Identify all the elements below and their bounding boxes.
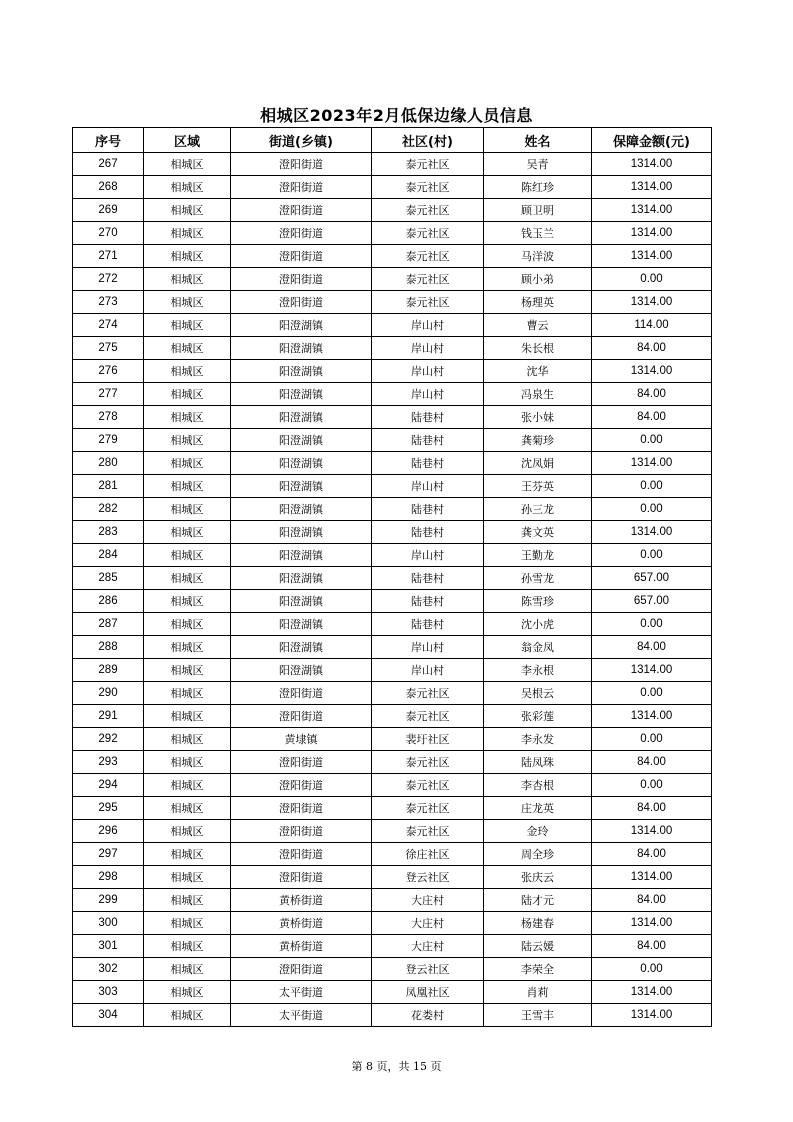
district-cell: 相城区 bbox=[144, 912, 231, 935]
table-row bbox=[73, 843, 712, 866]
serial-cell: 281 bbox=[73, 475, 144, 498]
amount-cell: 1314.00 bbox=[592, 705, 712, 728]
community-cell: 岸山村 bbox=[372, 337, 484, 360]
name-cell: 龚文英 bbox=[484, 521, 592, 544]
community-cell: 泰元社区 bbox=[372, 751, 484, 774]
amount-cell: 0.00 bbox=[592, 429, 712, 452]
community-cell: 陆巷村 bbox=[372, 567, 484, 590]
street-cell: 阳澄湖镇 bbox=[231, 337, 372, 360]
community-cell: 泰元社区 bbox=[372, 797, 484, 820]
district-cell: 相城区 bbox=[144, 843, 231, 866]
amount-cell: 84.00 bbox=[592, 636, 712, 659]
serial-cell: 270 bbox=[73, 222, 144, 245]
amount-cell: 1314.00 bbox=[592, 291, 712, 314]
district-cell: 相城区 bbox=[144, 498, 231, 521]
amount-cell: 657.00 bbox=[592, 567, 712, 590]
community-cell: 泰元社区 bbox=[372, 705, 484, 728]
district-cell: 相城区 bbox=[144, 475, 231, 498]
serial-cell: 298 bbox=[73, 866, 144, 889]
table-row bbox=[73, 981, 712, 1004]
amount-cell: 0.00 bbox=[592, 475, 712, 498]
name-cell: 龚菊珍 bbox=[484, 429, 592, 452]
amount-cell: 1314.00 bbox=[592, 912, 712, 935]
serial-cell: 291 bbox=[73, 705, 144, 728]
district-cell: 相城区 bbox=[144, 383, 231, 406]
district-cell: 相城区 bbox=[144, 153, 231, 176]
community-cell: 陆巷村 bbox=[372, 452, 484, 475]
table-row bbox=[73, 498, 712, 521]
community-cell: 岸山村 bbox=[372, 544, 484, 567]
serial-cell: 278 bbox=[73, 406, 144, 429]
community-cell: 岸山村 bbox=[372, 314, 484, 337]
beneficiary-table bbox=[72, 127, 712, 1027]
street-cell: 澄阳街道 bbox=[231, 176, 372, 199]
amount-cell: 1314.00 bbox=[592, 659, 712, 682]
street-cell: 阳澄湖镇 bbox=[231, 590, 372, 613]
amount-cell: 1314.00 bbox=[592, 245, 712, 268]
district-cell: 相城区 bbox=[144, 199, 231, 222]
serial-cell: 282 bbox=[73, 498, 144, 521]
amount-cell: 0.00 bbox=[592, 498, 712, 521]
name-cell: 金玲 bbox=[484, 820, 592, 843]
table-row bbox=[73, 751, 712, 774]
serial-cell: 302 bbox=[73, 958, 144, 981]
community-cell: 泰元社区 bbox=[372, 682, 484, 705]
table-row bbox=[73, 429, 712, 452]
district-cell: 相城区 bbox=[144, 268, 231, 291]
street-cell: 阳澄湖镇 bbox=[231, 521, 372, 544]
street-cell: 太平街道 bbox=[231, 981, 372, 1004]
district-cell: 相城区 bbox=[144, 429, 231, 452]
community-cell: 凤凰社区 bbox=[372, 981, 484, 1004]
street-cell: 澄阳街道 bbox=[231, 291, 372, 314]
serial-cell: 299 bbox=[73, 889, 144, 912]
name-cell: 张彩莲 bbox=[484, 705, 592, 728]
district-cell: 相城区 bbox=[144, 314, 231, 337]
table-row bbox=[73, 544, 712, 567]
name-cell: 朱长根 bbox=[484, 337, 592, 360]
header-amount: 保障金额(元) bbox=[592, 128, 712, 153]
name-cell: 沈小虎 bbox=[484, 613, 592, 636]
street-cell: 黄埭镇 bbox=[231, 728, 372, 751]
district-cell: 相城区 bbox=[144, 728, 231, 751]
name-cell: 马洋波 bbox=[484, 245, 592, 268]
community-cell: 泰元社区 bbox=[372, 291, 484, 314]
district-cell: 相城区 bbox=[144, 590, 231, 613]
community-cell: 陆巷村 bbox=[372, 590, 484, 613]
district-cell: 相城区 bbox=[144, 797, 231, 820]
amount-cell: 1314.00 bbox=[592, 360, 712, 383]
community-cell: 徐庄社区 bbox=[372, 843, 484, 866]
name-cell: 庄龙英 bbox=[484, 797, 592, 820]
street-cell: 澄阳街道 bbox=[231, 222, 372, 245]
table-row bbox=[73, 222, 712, 245]
name-cell: 翁金凤 bbox=[484, 636, 592, 659]
name-cell: 陈雪珍 bbox=[484, 590, 592, 613]
amount-cell: 1314.00 bbox=[592, 153, 712, 176]
serial-cell: 290 bbox=[73, 682, 144, 705]
serial-cell: 285 bbox=[73, 567, 144, 590]
table-row bbox=[73, 1004, 712, 1027]
amount-cell: 0.00 bbox=[592, 682, 712, 705]
table-row bbox=[73, 383, 712, 406]
community-cell: 陆巷村 bbox=[372, 429, 484, 452]
table-row bbox=[73, 820, 712, 843]
name-cell: 王勤龙 bbox=[484, 544, 592, 567]
amount-cell: 84.00 bbox=[592, 935, 712, 958]
community-cell: 岸山村 bbox=[372, 659, 484, 682]
street-cell: 澄阳街道 bbox=[231, 866, 372, 889]
amount-cell: 1314.00 bbox=[592, 176, 712, 199]
name-cell: 杨理英 bbox=[484, 291, 592, 314]
street-cell: 太平街道 bbox=[231, 1004, 372, 1027]
serial-cell: 293 bbox=[73, 751, 144, 774]
street-cell: 阳澄湖镇 bbox=[231, 475, 372, 498]
community-cell: 大庄村 bbox=[372, 889, 484, 912]
amount-cell: 1314.00 bbox=[592, 1004, 712, 1027]
amount-cell: 84.00 bbox=[592, 751, 712, 774]
community-cell: 登云社区 bbox=[372, 958, 484, 981]
district-cell: 相城区 bbox=[144, 958, 231, 981]
serial-cell: 283 bbox=[73, 521, 144, 544]
serial-cell: 268 bbox=[73, 176, 144, 199]
name-cell: 李永发 bbox=[484, 728, 592, 751]
community-cell: 大庄村 bbox=[372, 935, 484, 958]
district-cell: 相城区 bbox=[144, 981, 231, 1004]
community-cell: 陆巷村 bbox=[372, 521, 484, 544]
district-cell: 相城区 bbox=[144, 636, 231, 659]
street-cell: 澄阳街道 bbox=[231, 245, 372, 268]
amount-cell: 84.00 bbox=[592, 337, 712, 360]
district-cell: 相城区 bbox=[144, 774, 231, 797]
community-cell: 泰元社区 bbox=[372, 199, 484, 222]
header-serial: 序号 bbox=[73, 128, 144, 153]
amount-cell: 1314.00 bbox=[592, 866, 712, 889]
name-cell: 王雪丰 bbox=[484, 1004, 592, 1027]
serial-cell: 271 bbox=[73, 245, 144, 268]
serial-cell: 296 bbox=[73, 820, 144, 843]
street-cell: 阳澄湖镇 bbox=[231, 406, 372, 429]
name-cell: 杨建春 bbox=[484, 912, 592, 935]
district-cell: 相城区 bbox=[144, 866, 231, 889]
name-cell: 孙三龙 bbox=[484, 498, 592, 521]
name-cell: 陈红珍 bbox=[484, 176, 592, 199]
table-row bbox=[73, 659, 712, 682]
table-row bbox=[73, 774, 712, 797]
amount-cell: 0.00 bbox=[592, 268, 712, 291]
district-cell: 相城区 bbox=[144, 406, 231, 429]
serial-cell: 273 bbox=[73, 291, 144, 314]
amount-cell: 0.00 bbox=[592, 613, 712, 636]
table-row bbox=[73, 567, 712, 590]
table-row bbox=[73, 889, 712, 912]
table-row bbox=[73, 291, 712, 314]
table-row bbox=[73, 176, 712, 199]
amount-cell: 0.00 bbox=[592, 544, 712, 567]
page-footer: 第 8 页，共 15 页 bbox=[351, 1060, 442, 1073]
table-row bbox=[73, 360, 712, 383]
table-row bbox=[73, 314, 712, 337]
amount-cell: 84.00 bbox=[592, 383, 712, 406]
amount-cell: 114.00 bbox=[592, 314, 712, 337]
table-row bbox=[73, 866, 712, 889]
street-cell: 黄桥街道 bbox=[231, 912, 372, 935]
amount-cell: 84.00 bbox=[592, 406, 712, 429]
table-row bbox=[73, 268, 712, 291]
header-community: 社区(村) bbox=[372, 128, 484, 153]
table-row bbox=[73, 199, 712, 222]
street-cell: 阳澄湖镇 bbox=[231, 360, 372, 383]
table-row bbox=[73, 705, 712, 728]
community-cell: 岸山村 bbox=[372, 360, 484, 383]
table-row bbox=[73, 682, 712, 705]
header-row bbox=[73, 128, 712, 153]
serial-cell: 275 bbox=[73, 337, 144, 360]
district-cell: 相城区 bbox=[144, 682, 231, 705]
street-cell: 阳澄湖镇 bbox=[231, 452, 372, 475]
amount-cell: 1314.00 bbox=[592, 222, 712, 245]
serial-cell: 289 bbox=[73, 659, 144, 682]
amount-cell: 1314.00 bbox=[592, 452, 712, 475]
amount-cell: 1314.00 bbox=[592, 199, 712, 222]
header-name: 姓名 bbox=[484, 128, 592, 153]
table-row bbox=[73, 958, 712, 981]
district-cell: 相城区 bbox=[144, 705, 231, 728]
serial-cell: 280 bbox=[73, 452, 144, 475]
table-row bbox=[73, 521, 712, 544]
community-cell: 泰元社区 bbox=[372, 222, 484, 245]
serial-cell: 294 bbox=[73, 774, 144, 797]
serial-cell: 300 bbox=[73, 912, 144, 935]
street-cell: 澄阳街道 bbox=[231, 268, 372, 291]
street-cell: 阳澄湖镇 bbox=[231, 544, 372, 567]
street-cell: 澄阳街道 bbox=[231, 705, 372, 728]
street-cell: 阳澄湖镇 bbox=[231, 383, 372, 406]
street-cell: 澄阳街道 bbox=[231, 682, 372, 705]
table-row bbox=[73, 636, 712, 659]
district-cell: 相城区 bbox=[144, 360, 231, 383]
district-cell: 相城区 bbox=[144, 544, 231, 567]
district-cell: 相城区 bbox=[144, 337, 231, 360]
amount-cell: 84.00 bbox=[592, 843, 712, 866]
community-cell: 泰元社区 bbox=[372, 153, 484, 176]
table-row bbox=[73, 912, 712, 935]
name-cell: 钱玉兰 bbox=[484, 222, 592, 245]
name-cell: 孙雪龙 bbox=[484, 567, 592, 590]
district-cell: 相城区 bbox=[144, 567, 231, 590]
community-cell: 陆巷村 bbox=[372, 498, 484, 521]
name-cell: 肖莉 bbox=[484, 981, 592, 1004]
district-cell: 相城区 bbox=[144, 176, 231, 199]
name-cell: 周全珍 bbox=[484, 843, 592, 866]
street-cell: 澄阳街道 bbox=[231, 751, 372, 774]
serial-cell: 297 bbox=[73, 843, 144, 866]
document-title: 相城区2023年2月低保边缘人员信息 bbox=[260, 106, 533, 125]
serial-cell: 287 bbox=[73, 613, 144, 636]
district-cell: 相城区 bbox=[144, 820, 231, 843]
name-cell: 张小妹 bbox=[484, 406, 592, 429]
name-cell: 陆凤珠 bbox=[484, 751, 592, 774]
community-cell: 泰元社区 bbox=[372, 774, 484, 797]
street-cell: 澄阳街道 bbox=[231, 774, 372, 797]
community-cell: 大庄村 bbox=[372, 912, 484, 935]
street-cell: 澄阳街道 bbox=[231, 820, 372, 843]
serial-cell: 288 bbox=[73, 636, 144, 659]
district-cell: 相城区 bbox=[144, 222, 231, 245]
header-street: 街道(乡镇) bbox=[231, 128, 372, 153]
amount-cell: 84.00 bbox=[592, 797, 712, 820]
street-cell: 阳澄湖镇 bbox=[231, 659, 372, 682]
community-cell: 泰元社区 bbox=[372, 268, 484, 291]
street-cell: 澄阳街道 bbox=[231, 153, 372, 176]
district-cell: 相城区 bbox=[144, 1004, 231, 1027]
community-cell: 泰元社区 bbox=[372, 245, 484, 268]
table-row bbox=[73, 590, 712, 613]
district-cell: 相城区 bbox=[144, 245, 231, 268]
community-cell: 岸山村 bbox=[372, 383, 484, 406]
table-body bbox=[73, 153, 712, 1027]
serial-cell: 284 bbox=[73, 544, 144, 567]
name-cell: 陆才元 bbox=[484, 889, 592, 912]
name-cell: 李杏根 bbox=[484, 774, 592, 797]
district-cell: 相城区 bbox=[144, 613, 231, 636]
table-row bbox=[73, 475, 712, 498]
community-cell: 泰元社区 bbox=[372, 820, 484, 843]
serial-cell: 276 bbox=[73, 360, 144, 383]
name-cell: 张庆云 bbox=[484, 866, 592, 889]
street-cell: 澄阳街道 bbox=[231, 843, 372, 866]
district-cell: 相城区 bbox=[144, 452, 231, 475]
name-cell: 李荣全 bbox=[484, 958, 592, 981]
community-cell: 陆巷村 bbox=[372, 406, 484, 429]
header-district: 区域 bbox=[144, 128, 231, 153]
serial-cell: 279 bbox=[73, 429, 144, 452]
name-cell: 陆云媛 bbox=[484, 935, 592, 958]
name-cell: 顾卫明 bbox=[484, 199, 592, 222]
street-cell: 阳澄湖镇 bbox=[231, 567, 372, 590]
serial-cell: 303 bbox=[73, 981, 144, 1004]
table-row bbox=[73, 613, 712, 636]
amount-cell: 1314.00 bbox=[592, 820, 712, 843]
community-cell: 裴圩社区 bbox=[372, 728, 484, 751]
street-cell: 阳澄湖镇 bbox=[231, 613, 372, 636]
serial-cell: 267 bbox=[73, 153, 144, 176]
table-row bbox=[73, 452, 712, 475]
serial-cell: 286 bbox=[73, 590, 144, 613]
serial-cell: 277 bbox=[73, 383, 144, 406]
name-cell: 沈华 bbox=[484, 360, 592, 383]
street-cell: 阳澄湖镇 bbox=[231, 429, 372, 452]
street-cell: 黄桥街道 bbox=[231, 935, 372, 958]
community-cell: 登云社区 bbox=[372, 866, 484, 889]
district-cell: 相城区 bbox=[144, 659, 231, 682]
name-cell: 顾小弟 bbox=[484, 268, 592, 291]
street-cell: 澄阳街道 bbox=[231, 199, 372, 222]
serial-cell: 301 bbox=[73, 935, 144, 958]
table-row bbox=[73, 406, 712, 429]
amount-cell: 84.00 bbox=[592, 889, 712, 912]
amount-cell: 0.00 bbox=[592, 728, 712, 751]
serial-cell: 269 bbox=[73, 199, 144, 222]
serial-cell: 292 bbox=[73, 728, 144, 751]
street-cell: 阳澄湖镇 bbox=[231, 314, 372, 337]
serial-cell: 304 bbox=[73, 1004, 144, 1027]
street-cell: 澄阳街道 bbox=[231, 958, 372, 981]
community-cell: 岸山村 bbox=[372, 475, 484, 498]
serial-cell: 295 bbox=[73, 797, 144, 820]
table-row bbox=[73, 337, 712, 360]
community-cell: 陆巷村 bbox=[372, 613, 484, 636]
name-cell: 冯泉生 bbox=[484, 383, 592, 406]
amount-cell: 657.00 bbox=[592, 590, 712, 613]
table-row bbox=[73, 935, 712, 958]
table-row bbox=[73, 728, 712, 751]
name-cell: 李永根 bbox=[484, 659, 592, 682]
name-cell: 王芬英 bbox=[484, 475, 592, 498]
district-cell: 相城区 bbox=[144, 889, 231, 912]
amount-cell: 0.00 bbox=[592, 958, 712, 981]
street-cell: 黄桥街道 bbox=[231, 889, 372, 912]
district-cell: 相城区 bbox=[144, 935, 231, 958]
community-cell: 岸山村 bbox=[372, 636, 484, 659]
district-cell: 相城区 bbox=[144, 521, 231, 544]
amount-cell: 1314.00 bbox=[592, 521, 712, 544]
serial-cell: 274 bbox=[73, 314, 144, 337]
name-cell: 沈凤娟 bbox=[484, 452, 592, 475]
name-cell: 吴根云 bbox=[484, 682, 592, 705]
amount-cell: 1314.00 bbox=[592, 981, 712, 1004]
table-row bbox=[73, 245, 712, 268]
name-cell: 吴青 bbox=[484, 153, 592, 176]
district-cell: 相城区 bbox=[144, 291, 231, 314]
serial-cell: 272 bbox=[73, 268, 144, 291]
table-header bbox=[73, 128, 712, 153]
table-row bbox=[73, 153, 712, 176]
district-cell: 相城区 bbox=[144, 751, 231, 774]
street-cell: 阳澄湖镇 bbox=[231, 498, 372, 521]
name-cell: 曹云 bbox=[484, 314, 592, 337]
street-cell: 澄阳街道 bbox=[231, 797, 372, 820]
table-row bbox=[73, 797, 712, 820]
community-cell: 花娄村 bbox=[372, 1004, 484, 1027]
community-cell: 泰元社区 bbox=[372, 176, 484, 199]
street-cell: 阳澄湖镇 bbox=[231, 636, 372, 659]
amount-cell: 0.00 bbox=[592, 774, 712, 797]
